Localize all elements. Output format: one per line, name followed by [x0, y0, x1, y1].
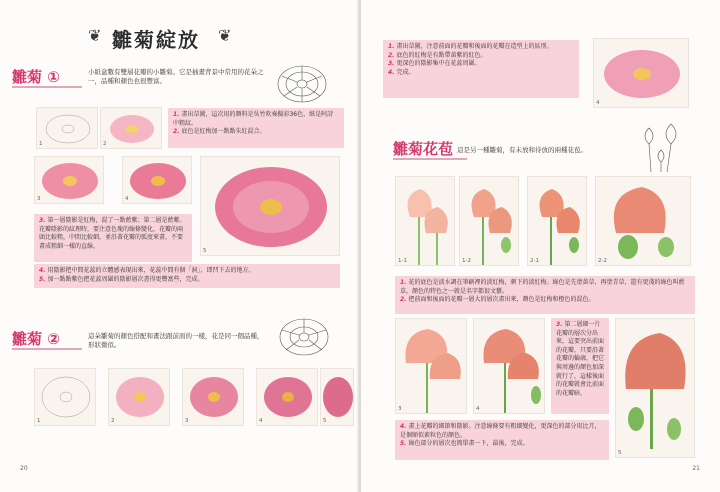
leaf-ornament-right-icon: ❦	[218, 26, 232, 45]
right-page	[361, 0, 720, 492]
section-heading-daisy-1: 雛菊 ①	[12, 68, 60, 86]
daisy-sketch-illustration	[270, 56, 334, 110]
step-image-final: 2-2	[595, 176, 691, 266]
step-image: 2	[108, 368, 170, 426]
bud-sketch-illustration	[631, 116, 691, 174]
section-underline	[393, 158, 467, 160]
section-heading-daisy-bud: 雛菊花苞	[393, 140, 454, 158]
step-image: 1	[36, 107, 98, 149]
daisy-sketch-illustration	[272, 312, 336, 362]
step-box: 3. 第一層陰影是紅梅，混了一點藍紫；第二層是藍紫。花瓣陰影的紋理時，要注意色塊的線條變化，花瓣的兩頭比較粗，中間比較細，並沿著花瓣的弧度來畫，不要畫成粗細一樣的直線。	[34, 214, 192, 262]
leaf-ornament-left-icon: ❦	[88, 26, 102, 45]
page-number: 20	[20, 465, 28, 472]
section-heading-daisy-2: 雛菊 ②	[12, 330, 60, 348]
left-page	[0, 0, 359, 492]
step-image: 3	[34, 156, 104, 204]
step-image: 1	[34, 368, 96, 426]
page-title: 雛菊綻放	[112, 28, 200, 52]
step-image-final: 5	[200, 156, 340, 256]
step-box: 1. 畫出草圖，這次用的顏料是吳竹吹奏擬彩36色，紙是阿詩中粗紋。 2. 底色是紅梅加一點點朱紅混合。	[168, 108, 344, 148]
step-image: 4	[473, 318, 545, 414]
step-image-final: 4	[593, 38, 689, 108]
step-box: 4. 畫上花瓣的細節和陰影。注意線條要有粗細變化，更深色的部分用比月，是個順似素粒色的顏色。 5. 綠色部分的層次也簡單畫一下，最後，完成。	[395, 420, 609, 460]
step-image: 2-1	[527, 176, 587, 266]
step-image-final: 5	[615, 318, 695, 458]
step-image: 2	[100, 107, 162, 149]
page-number: 21	[692, 465, 700, 472]
step-image: 4	[256, 368, 318, 426]
step-box: 1. 花的底色是淡水調在筆刷裡的淡紅梅，剩下的淡紅梅。綠色是先塗黃草，再塗青草，還有更淺的綠色叫藍草，顏色的特色之一就是名字都很文藝。 2. 把前面和後面的花瓣一層大的層次畫出來，顏色是紅梅和橙色的混色。	[395, 276, 695, 314]
step-image: 5	[320, 368, 354, 426]
step-image: 3	[182, 368, 244, 426]
step-box: 1. 畫出草圖，注意前面的花瓣和後面的花瓣在造型上的區別。 2. 底色的紅梅是有點帶黃紫的紅色。 3. 更深色的陰影集中在花蕊周圍。 4. 完成。	[383, 40, 579, 98]
step-box: 3. 第二層細一片花瓣的層次分出來，這要突出前面的花瓣，只要沿著花瓣的輪廓，把它與周邊的顏色加深就行了，這樣後面的花瓣就會比前面的花瓣暗。	[551, 318, 609, 414]
section-intro: 這是另一種雛菊，有未放和待放的兩種花苞。	[457, 146, 587, 154]
step-image: 4	[122, 156, 192, 204]
section-intro: 小紙盒數有雙層花瓣的小雛菊。它是插畫背景中常用的花朵之一，品種和顏色也很豐富。	[88, 68, 264, 85]
section-intro: 這朵雛菊的顏色搭配和畫法跟前面的一樣，花是同一個品種，形狀微似。	[88, 332, 264, 349]
section-underline	[12, 86, 82, 88]
step-image: 1-2	[459, 176, 519, 266]
step-image: 1-1	[395, 176, 455, 266]
step-image: 3	[395, 318, 467, 414]
section-underline	[12, 348, 82, 350]
step-box: 4. 用陰影把中間花蕊的立體感表現出來，花蕊中間有個「洞」，即凹下去的地方。 5. 加一點點紫色把花蕊周圍的陰影層次書得更豐富些，完成。	[34, 264, 340, 288]
